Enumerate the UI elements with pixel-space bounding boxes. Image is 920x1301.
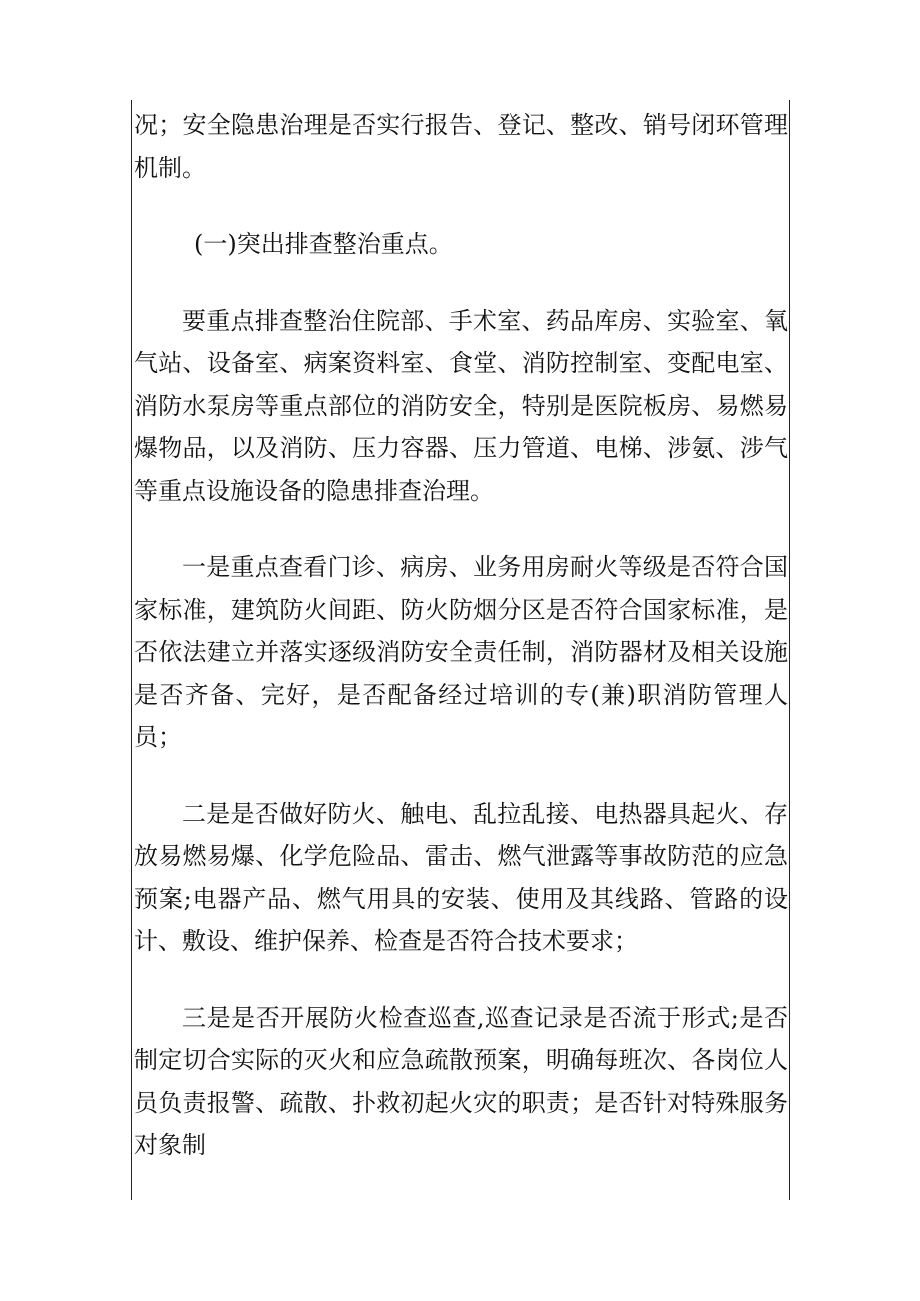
table-border-right [789, 100, 790, 1200]
paragraph-continuation: 况；安全隐患治理是否实行报告、登记、整改、销号闭环管理机制。 [134, 111, 788, 182]
section-heading: (一)突出排查整治重点。 [194, 230, 453, 258]
paragraph-item-one: 一是重点查看门诊、病房、业务用房耐火等级是否符合国家标准，建筑防火间距、防火防烟分区是否符合国家标准，是否依法建立并落实逐级消防安全责任制，消防器材及相关设施是否齐备、完好，是否配备经过培训的专(兼)职消防管理人员； [134, 553, 788, 751]
paragraph-key-areas: 要重点排查整治住院部、手术室、药品库房、实验室、氧气站、设备室、病案资料室、食堂、消防控制室、变配电室、消防水泵房等重点部位的消防安全，特别是医院板房、易燃易爆物品，以及消防、压力容器、压力管道、电梯、涉氨、涉气等重点设施设备的隐患排查治理。 [134, 306, 788, 505]
table-border-left [131, 100, 132, 1200]
document-body [134, 104, 788, 1201]
paragraph-item-three: 三是是否开展防火检查巡查,巡查记录是否流于形式;是否制定切合实际的灭火和应急疏散预案，明确每班次、各岗位人员负责报警、疏散、扑救初起火灾的职责；是否针对特殊服务对象制 [134, 1003, 788, 1159]
paragraph-item-two: 二是是否做好防火、触电、乱拉乱接、电热器具起火、存放易燃易爆、化学危险品、雷击、燃气泄露等事故防范的应急预案;电器产品、燃气用具的安装、使用及其线路、管路的设计、敷设、维护保养、检查是否符合技术要求； [134, 799, 788, 955]
